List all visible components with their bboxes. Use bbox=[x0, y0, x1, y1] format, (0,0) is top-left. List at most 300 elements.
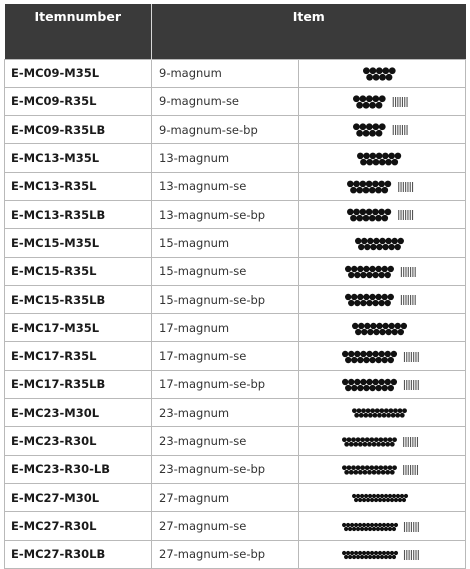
wire-dot bbox=[357, 357, 363, 363]
item-image bbox=[299, 399, 466, 427]
item-number: E-MC17-R35LB bbox=[5, 370, 152, 398]
wire-dot bbox=[359, 413, 364, 418]
item-name: 27-magnum-se-bp bbox=[152, 540, 299, 568]
wire-dot bbox=[358, 322, 364, 328]
wire-dot bbox=[370, 244, 376, 250]
wire-dot bbox=[353, 442, 358, 447]
wire-dot bbox=[386, 498, 390, 502]
wire-dot bbox=[363, 215, 370, 222]
wire-dot bbox=[376, 152, 383, 159]
wire-dot bbox=[346, 523, 350, 527]
item-image bbox=[299, 59, 466, 87]
wire-dot bbox=[386, 74, 393, 81]
wire-dot bbox=[383, 465, 388, 470]
wire-bundle-icon bbox=[351, 320, 413, 338]
connector-pins-icon bbox=[401, 267, 416, 277]
wire-dot bbox=[373, 328, 379, 334]
wire-dot bbox=[370, 152, 377, 159]
item-name: 23-magnum bbox=[152, 399, 299, 427]
wire-dot bbox=[372, 209, 379, 216]
wire-dot bbox=[380, 527, 384, 531]
item-name: 9-magnum-se bbox=[152, 87, 299, 115]
wire-dot bbox=[376, 527, 380, 531]
wire-dot bbox=[384, 527, 388, 531]
wire-dot bbox=[366, 181, 373, 188]
wire-dot bbox=[367, 237, 373, 243]
wire-dot bbox=[372, 555, 376, 559]
wire-dot bbox=[360, 300, 366, 306]
item-image bbox=[299, 87, 466, 115]
wire-dot bbox=[378, 300, 384, 306]
wire-dot bbox=[360, 437, 365, 442]
wire-dot bbox=[378, 498, 382, 502]
wire-dot bbox=[363, 152, 370, 159]
wire-dot bbox=[369, 294, 375, 300]
item-image bbox=[299, 427, 466, 455]
wire-dot bbox=[385, 328, 391, 334]
item-number: E-MC09-R35LB bbox=[5, 116, 152, 144]
wire-dot bbox=[385, 237, 391, 243]
wire-dot bbox=[345, 357, 351, 363]
wire-dot bbox=[344, 442, 349, 447]
wire-dot bbox=[392, 527, 396, 531]
item-image bbox=[299, 314, 466, 342]
wire-bundle-icon bbox=[352, 93, 412, 111]
wire-dot bbox=[353, 96, 360, 103]
wire-dot bbox=[366, 159, 373, 166]
wire-dot bbox=[355, 237, 361, 243]
wire-dot bbox=[366, 96, 373, 103]
wire-dot bbox=[388, 494, 392, 498]
wire-dot bbox=[381, 294, 387, 300]
wire-bundle-icon bbox=[344, 291, 420, 309]
wire-dot bbox=[360, 159, 367, 166]
wire-dot bbox=[369, 266, 375, 272]
wire-dot bbox=[360, 494, 364, 498]
wire-dot bbox=[378, 209, 385, 216]
wire-dot bbox=[385, 379, 391, 385]
wire-dot bbox=[394, 498, 398, 502]
wire-dot bbox=[368, 413, 373, 418]
wire-dot bbox=[365, 437, 370, 442]
wire-dot bbox=[377, 413, 382, 418]
wire-dot bbox=[395, 322, 401, 328]
item-name: 15-magnum-se-bp bbox=[152, 285, 299, 313]
wire-dot bbox=[348, 272, 354, 278]
wire-dot bbox=[372, 494, 376, 498]
wire-dot bbox=[349, 442, 354, 447]
wire-dot bbox=[372, 272, 378, 278]
item-number: E-MC17-M35L bbox=[5, 314, 152, 342]
wire-dot bbox=[379, 237, 385, 243]
wire-dot bbox=[366, 209, 373, 216]
wire-dot bbox=[348, 351, 354, 357]
wire-dot bbox=[382, 498, 386, 502]
item-image bbox=[299, 200, 466, 228]
item-image bbox=[299, 257, 466, 285]
wire-dot bbox=[357, 152, 364, 159]
wire-dot bbox=[367, 470, 372, 475]
table-row bbox=[5, 540, 466, 568]
item-name: 23-magnum-se bbox=[152, 427, 299, 455]
wire-dot bbox=[366, 551, 370, 555]
wire-dot bbox=[360, 209, 367, 216]
wire-dot bbox=[347, 437, 352, 442]
wire-dot bbox=[352, 322, 358, 328]
wire-dot bbox=[388, 322, 394, 328]
wire-dot bbox=[360, 351, 366, 357]
wire-dot bbox=[358, 244, 364, 250]
wire-dot bbox=[380, 494, 384, 498]
wire-dot bbox=[386, 413, 391, 418]
wire-dot bbox=[342, 351, 348, 357]
wire-dot bbox=[353, 470, 358, 475]
wire-dot bbox=[396, 494, 400, 498]
wire-dot bbox=[363, 470, 368, 475]
wire-dot bbox=[354, 551, 358, 555]
wire-dot bbox=[348, 300, 354, 306]
item-number: E-MC17-R35L bbox=[5, 342, 152, 370]
item-number: E-MC23-M30L bbox=[5, 399, 152, 427]
wire-dot bbox=[388, 244, 394, 250]
wire-bundle-icon bbox=[346, 206, 418, 224]
wire-dot bbox=[353, 209, 360, 216]
table-row bbox=[5, 229, 466, 257]
product-table bbox=[4, 4, 466, 569]
wire-dot bbox=[369, 215, 376, 222]
wire-dot bbox=[388, 555, 392, 559]
wire-bundle-icon bbox=[344, 263, 420, 281]
wire-dot bbox=[351, 385, 357, 391]
wire-dot bbox=[388, 152, 395, 159]
table-row bbox=[5, 314, 466, 342]
wire-dot bbox=[378, 181, 385, 188]
wire-dot bbox=[384, 409, 389, 414]
wire-dot bbox=[375, 215, 382, 222]
item-name: 27-magnum bbox=[152, 483, 299, 511]
wire-dot bbox=[390, 551, 394, 555]
wire-dot bbox=[373, 237, 379, 243]
wire-dot bbox=[350, 551, 354, 555]
wire-dot bbox=[379, 96, 386, 103]
wire-dot bbox=[356, 130, 363, 137]
wire-dot bbox=[393, 409, 398, 414]
wire-dot bbox=[356, 102, 363, 109]
wire-dot bbox=[383, 437, 388, 442]
item-number: E-MC27-R30LB bbox=[5, 540, 152, 568]
wire-dot bbox=[370, 523, 374, 527]
wire-dot bbox=[360, 465, 365, 470]
item-name: 9-magnum-se-bp bbox=[152, 116, 299, 144]
wire-dot bbox=[366, 379, 372, 385]
wire-dot bbox=[379, 124, 386, 131]
wire-dot bbox=[392, 328, 398, 334]
wire-dot bbox=[372, 181, 379, 188]
wire-dot bbox=[363, 385, 369, 391]
wire-dot bbox=[391, 351, 397, 357]
wire-dot bbox=[346, 551, 350, 555]
wire-dot bbox=[351, 294, 357, 300]
wire-dot bbox=[373, 413, 378, 418]
wire-dot bbox=[404, 494, 408, 498]
connector-pins-icon bbox=[403, 437, 418, 447]
item-name: 9-magnum bbox=[152, 59, 299, 87]
wire-dot bbox=[374, 437, 379, 442]
wire-dot bbox=[344, 470, 349, 475]
wire-dot bbox=[373, 74, 380, 81]
wire-dot bbox=[388, 266, 394, 272]
wire-dot bbox=[374, 465, 379, 470]
wire-dot bbox=[362, 498, 366, 502]
wire-dot bbox=[375, 294, 381, 300]
wire-dot bbox=[382, 322, 388, 328]
wire-dot bbox=[367, 328, 373, 334]
wire-dot bbox=[369, 357, 375, 363]
table-row bbox=[5, 285, 466, 313]
wire-dot bbox=[376, 555, 380, 559]
wire-dot bbox=[354, 300, 360, 306]
wire-bundle-icon bbox=[354, 235, 410, 253]
item-name: 15-magnum bbox=[152, 229, 299, 257]
wire-dot bbox=[394, 523, 398, 527]
wire-dot bbox=[342, 379, 348, 385]
wire-dot bbox=[382, 551, 386, 555]
wire-dot bbox=[372, 96, 379, 103]
item-name: 17-magnum-se-bp bbox=[152, 370, 299, 398]
wire-dot bbox=[345, 294, 351, 300]
wire-dot bbox=[388, 385, 394, 391]
table-row bbox=[5, 342, 466, 370]
wire-dot bbox=[354, 272, 360, 278]
wire-dot bbox=[350, 187, 357, 194]
table-row bbox=[5, 172, 466, 200]
wire-dot bbox=[392, 494, 396, 498]
wire-bundle-icon bbox=[362, 65, 402, 83]
item-image bbox=[299, 229, 466, 257]
wire-dot bbox=[401, 322, 407, 328]
wire-dot bbox=[390, 498, 394, 502]
item-number: E-MC09-M35L bbox=[5, 59, 152, 87]
wire-dot bbox=[382, 67, 389, 74]
item-name: 23-magnum-se-bp bbox=[152, 455, 299, 483]
wire-dot bbox=[400, 413, 405, 418]
wire-dot bbox=[385, 351, 391, 357]
wire-dot bbox=[378, 351, 384, 357]
wire-dot bbox=[360, 379, 366, 385]
table-row bbox=[5, 116, 466, 144]
table-row bbox=[5, 87, 466, 115]
wire-dot bbox=[364, 494, 368, 498]
item-number: E-MC13-R35L bbox=[5, 172, 152, 200]
wire-dot bbox=[360, 527, 364, 531]
wire-dot bbox=[369, 102, 376, 109]
wire-dot bbox=[385, 181, 392, 188]
wire-dot bbox=[376, 67, 383, 74]
table-row bbox=[5, 427, 466, 455]
wire-dot bbox=[386, 551, 390, 555]
wire-dot bbox=[352, 527, 356, 531]
wire-bundle-icon bbox=[346, 178, 418, 196]
wire-dot bbox=[353, 181, 360, 188]
wire-dot bbox=[356, 527, 360, 531]
wire-dot bbox=[347, 181, 354, 188]
item-number: E-MC13-M35L bbox=[5, 144, 152, 172]
wire-dot bbox=[385, 272, 391, 278]
wire-dot bbox=[373, 159, 380, 166]
wire-dot bbox=[388, 294, 394, 300]
item-number: E-MC15-R35L bbox=[5, 257, 152, 285]
wire-dot bbox=[372, 379, 378, 385]
wire-dot bbox=[379, 409, 384, 414]
connector-pins-icon bbox=[404, 550, 419, 560]
wire-dot bbox=[366, 74, 373, 81]
item-name: 15-magnum-se bbox=[152, 257, 299, 285]
wire-dot bbox=[347, 209, 354, 216]
item-image bbox=[299, 172, 466, 200]
wire-dot bbox=[374, 523, 378, 527]
wire-dot bbox=[362, 523, 366, 527]
wire-dot bbox=[378, 551, 382, 555]
wire-dot bbox=[375, 409, 380, 414]
table-row bbox=[5, 200, 466, 228]
wire-dot bbox=[368, 555, 372, 559]
wire-dot bbox=[363, 294, 369, 300]
wire-dot bbox=[391, 159, 398, 166]
item-name: 27-magnum-se bbox=[152, 512, 299, 540]
wire-dot bbox=[364, 322, 370, 328]
wire-dot bbox=[355, 328, 361, 334]
wire-dot bbox=[381, 215, 388, 222]
item-name: 17-magnum bbox=[152, 314, 299, 342]
wire-bundle-icon bbox=[341, 546, 423, 564]
wire-dot bbox=[378, 272, 384, 278]
wire-dot bbox=[348, 555, 352, 559]
wire-dot bbox=[381, 442, 386, 447]
table-row bbox=[5, 512, 466, 540]
wire-bundle-icon bbox=[341, 461, 423, 479]
connector-pins-icon bbox=[398, 210, 413, 220]
table-header-row bbox=[5, 4, 466, 59]
wire-dot bbox=[344, 527, 348, 531]
wire-dot bbox=[342, 437, 347, 442]
connector-pins-icon bbox=[398, 182, 413, 192]
wire-dot bbox=[384, 555, 388, 559]
wire-dot bbox=[351, 266, 357, 272]
wire-dot bbox=[378, 465, 383, 470]
item-name: 13-magnum bbox=[152, 144, 299, 172]
wire-dot bbox=[381, 266, 387, 272]
wire-dot bbox=[354, 351, 360, 357]
wire-dot bbox=[350, 215, 357, 222]
table-body bbox=[5, 59, 466, 568]
item-number: E-MC27-M30L bbox=[5, 483, 152, 511]
table-row bbox=[5, 370, 466, 398]
connector-pins-icon bbox=[403, 465, 418, 475]
wire-dot bbox=[349, 470, 354, 475]
wire-dot bbox=[368, 527, 372, 531]
wire-dot bbox=[378, 523, 382, 527]
wire-dot bbox=[378, 379, 384, 385]
wire-dot bbox=[363, 266, 369, 272]
wire-dot bbox=[385, 300, 391, 306]
item-image bbox=[299, 144, 466, 172]
wire-dot bbox=[370, 409, 375, 414]
wire-dot bbox=[361, 237, 367, 243]
wire-dot bbox=[389, 67, 396, 74]
wire-dot bbox=[385, 209, 392, 216]
item-image bbox=[299, 342, 466, 370]
wire-dot bbox=[364, 244, 370, 250]
wire-dot bbox=[378, 437, 383, 442]
wire-dot bbox=[390, 523, 394, 527]
wire-bundle-icon bbox=[351, 404, 413, 422]
wire-dot bbox=[400, 494, 404, 498]
table-row bbox=[5, 59, 466, 87]
table-row bbox=[5, 455, 466, 483]
table-row bbox=[5, 257, 466, 285]
wire-dot bbox=[390, 442, 395, 447]
item-number: E-MC27-R30L bbox=[5, 512, 152, 540]
wire-dot bbox=[376, 494, 380, 498]
wire-dot bbox=[375, 187, 382, 194]
wire-bundle-icon bbox=[341, 518, 423, 536]
wire-dot bbox=[352, 409, 357, 414]
item-image bbox=[299, 540, 466, 568]
wire-dot bbox=[351, 357, 357, 363]
wire-dot bbox=[356, 555, 360, 559]
connector-pins-icon bbox=[401, 295, 416, 305]
wire-dot bbox=[357, 294, 363, 300]
wire-dot bbox=[388, 437, 393, 442]
wire-dot bbox=[363, 187, 370, 194]
wire-dot bbox=[342, 551, 346, 555]
wire-dot bbox=[388, 357, 394, 363]
wire-dot bbox=[356, 215, 363, 222]
wire-dot bbox=[369, 437, 374, 442]
wire-dot bbox=[392, 465, 397, 470]
wire-dot bbox=[398, 498, 402, 502]
wire-dot bbox=[368, 494, 372, 498]
wire-dot bbox=[345, 266, 351, 272]
item-number: E-MC23-R30L bbox=[5, 427, 152, 455]
wire-dot bbox=[369, 187, 376, 194]
table-row bbox=[5, 399, 466, 427]
wire-dot bbox=[382, 357, 388, 363]
wire-dot bbox=[376, 322, 382, 328]
wire-dot bbox=[376, 130, 383, 137]
item-number: E-MC15-R35LB bbox=[5, 285, 152, 313]
wire-dot bbox=[372, 527, 376, 531]
wire-dot bbox=[360, 272, 366, 278]
wire-dot bbox=[392, 555, 396, 559]
wire-dot bbox=[388, 465, 393, 470]
wire-dot bbox=[351, 465, 356, 470]
wire-dot bbox=[380, 555, 384, 559]
wire-dot bbox=[384, 494, 388, 498]
wire-dot bbox=[347, 465, 352, 470]
wire-bundle-icon bbox=[352, 121, 412, 139]
wire-dot bbox=[381, 187, 388, 194]
wire-dot bbox=[369, 465, 374, 470]
wire-dot bbox=[363, 67, 370, 74]
wire-dot bbox=[395, 152, 402, 159]
wire-dot bbox=[382, 152, 389, 159]
wire-dot bbox=[395, 413, 400, 418]
wire-dot bbox=[366, 351, 372, 357]
wire-dot bbox=[366, 409, 371, 414]
wire-dot bbox=[365, 465, 370, 470]
item-image bbox=[299, 116, 466, 144]
